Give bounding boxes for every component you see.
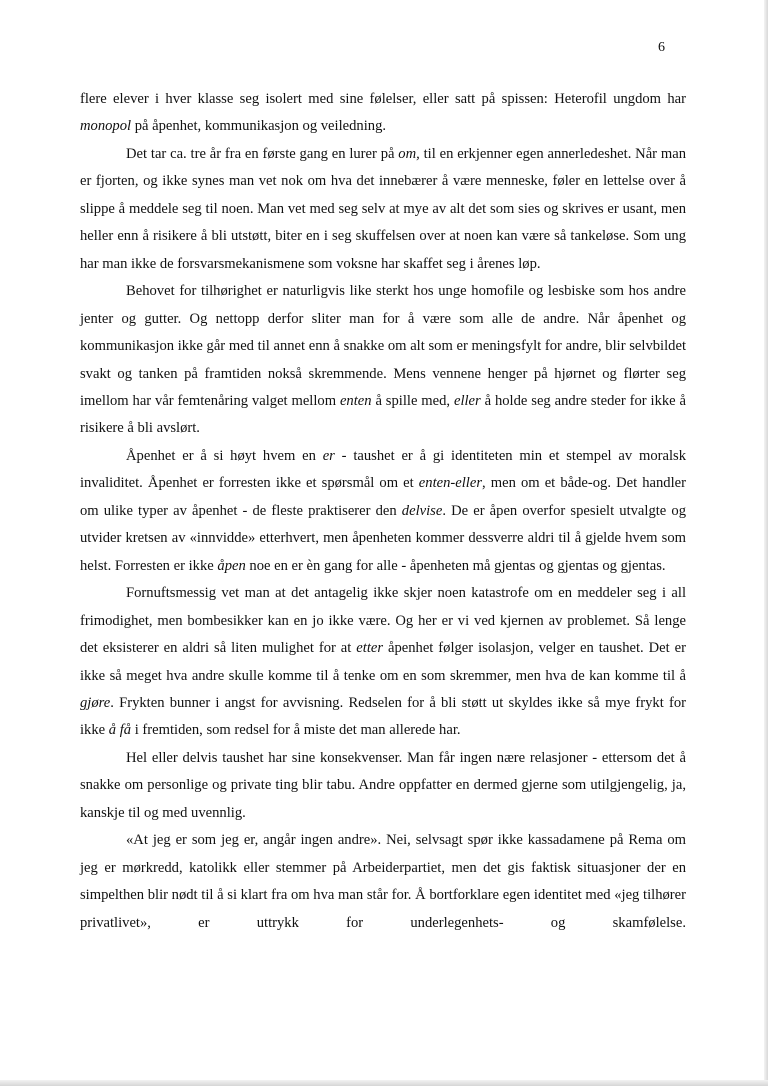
emphasis-text: eller — [453, 392, 481, 409]
emphasis-text: delvise — [401, 502, 443, 519]
text-run: å spille med, — [371, 392, 454, 409]
text-run: i fremtiden, som redsel for å miste det man allerede har. — [131, 722, 461, 739]
emphasis-text: åpen — [217, 557, 246, 574]
emphasis-text: å få — [108, 722, 132, 739]
document-body — [80, 86, 686, 937]
emphasis-text: monopol — [80, 118, 132, 135]
emphasis-text: om, — [398, 145, 420, 162]
page-number: 6 — [658, 40, 665, 55]
text-run: Hel eller delvis taushet har sine konsekvenser. Man får ingen nære relasjoner - ettersom det å snakke om personlige og private ting blir tabu. Andre oppfatter en dermed gjerne som utilgjengelig, ja, kanskje til og med uvennlig. — [80, 749, 686, 821]
text-run: - taushet er å gi identiteten min et stempel av moralsk invaliditet. Åpenhet er forresten ikke et spørsmål om et — [80, 447, 686, 492]
paragraph — [80, 278, 686, 443]
text-run: Det tar ca. tre år fra en første gang en lurer på — [126, 145, 399, 162]
paragraph — [80, 580, 686, 745]
text-run: Åpenhet er å si høyt hvem en — [126, 447, 323, 464]
emphasis-text: enten-eller — [418, 475, 483, 492]
text-run: Fornuftsmessig vet man at det antagelig ikke skjer noen katastrofe om en meddeler seg i all frimodighet, men bombesikker kan en jo ikke være. Og her er vi ved kjernen av problemet. Så lenge det eksisterer en aldri så liten mulighet for at — [80, 585, 686, 657]
paragraph — [80, 745, 686, 827]
emphasis-text: gjøre — [80, 694, 111, 711]
text-run: flere elever i hver klasse seg isolert med sine følelser, eller satt på spissen: Heterofil ungdom har — [80, 91, 686, 107]
paragraph — [80, 86, 686, 141]
emphasis-text: er — [322, 447, 335, 464]
text-run: til en erkjenner egen annerledeshet. Når man er fjorten, og ikke synes man vet nok om hva det innebærer å være menneske, føler en lettelse over å slippe å meddele seg til noen. Man vet med seg selv at mye av alt det som sies og skrives er usant, men heller enn å risikere å bli utstøtt, biter en i seg skuffelsen over at noen kan være så tankeløse. Som ung har man ikke de forsvarsmekanismene som voksne har skaffet seg i årenes løp. — [80, 145, 686, 272]
text-run: på åpenhet, kommunikasjon og veiledning. — [131, 118, 387, 135]
text-run: «At jeg er som jeg er, angår ingen andre». Nei, selvsagt spør ikke kassadamene på Rema om jeg er mørkredd, katolikk eller stemmer på Arbeiderpartiet, men det gis faktisk situasjoner der en simpelthen blir nødt til å si klart fra om hva man står for. Å bortforklare egen identitet med «jeg tilhører privatlivet», er uttrykk for underlegenhets- og skamfølelse. — [80, 832, 686, 931]
text-run: åpenhet følger isolasjon, velger en taushet. Det er ikke så meget hva andre skulle komme til å tenke om en som skremmer, men hva de kan komme til å — [80, 640, 686, 684]
text-run: noe en er èn gang for alle - åpenheten må gjentas og gjentas og gjentas. — [245, 557, 666, 574]
emphasis-text: enten — [339, 392, 372, 409]
paragraph — [80, 827, 686, 937]
text-run: . De er åpen overfor spesielt utvalgte og utvider kretsen av «innvidde» etterhvert, men åpenheten kommer dessverre aldri til å gjelde hvem som helst. Forresten er ikke — [80, 502, 686, 574]
paragraph — [80, 141, 686, 278]
text-run: å holde seg andre steder for ikke å risikere å bli avslørt. — [80, 392, 686, 437]
page-edge — [764, 0, 768, 1086]
text-run: Behovet for tilhørighet er naturligvis like sterkt hos unge homofile og lesbiske som hos andre jenter og gutter. Og nettopp derfor sliter man for å være som alle de andre. Når åpenhet og kommunikasjon ikke går med til annet enn å snakke om alt som er meningsfylt for andre, blir selvbildet svakt og tanken på framtiden nokså skremmende. Mens vennene henger på hjørnet og flørter seg imellom har vår femtenåring valget mellom — [80, 283, 686, 409]
page-edge-bottom — [0, 1080, 768, 1086]
text-run: , men om et både-og. Det handler om ulike typer av åpenhet - de fleste praktiserer den — [80, 475, 686, 519]
text-run: . Frykten bunner i angst for avvisning. Redselen for å bli støtt ut skyldes ikke så mye frykt for ikke — [80, 694, 686, 739]
emphasis-text: etter — [356, 640, 384, 657]
paragraph — [80, 443, 686, 580]
